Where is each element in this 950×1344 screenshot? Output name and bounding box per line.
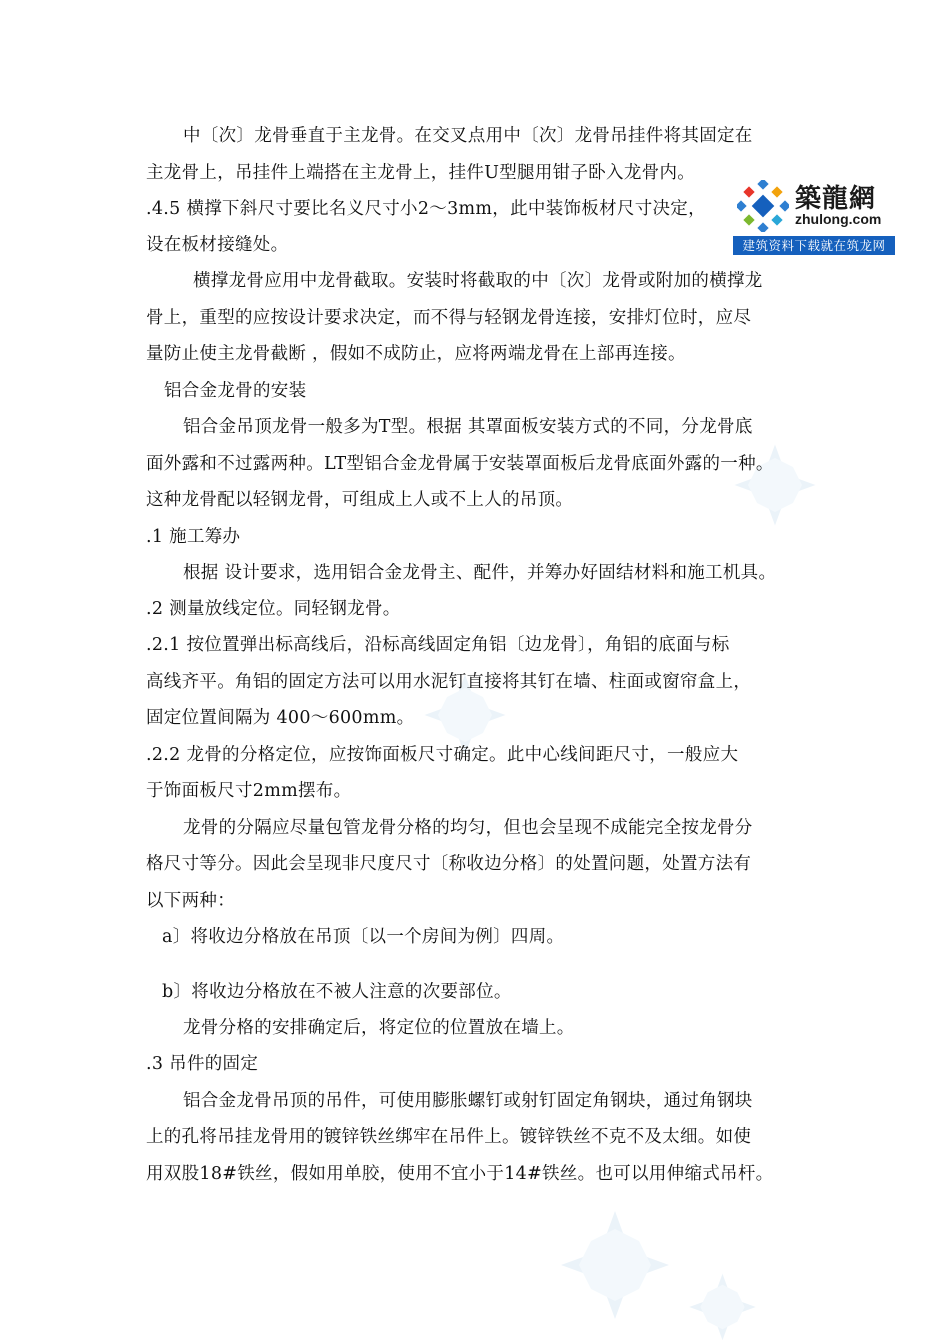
section-heading: .3 吊件的固定 — [146, 1054, 259, 1074]
watermark-snowflake-icon — [685, 1270, 760, 1344]
text-line: 于饰面板尺寸2mm摆布。 — [146, 781, 352, 801]
text-line: 骨上，重型的应按设计要求决定，而不得与轻钢龙骨连接，安排灯位时，应尽 — [146, 308, 752, 328]
zhulong-snowflake-icon — [737, 180, 789, 232]
logo-domain: zhulong.com — [795, 211, 882, 227]
text-line: 横撑龙骨应用中龙骨截取。安装时将截取的中〔次〕龙骨或附加的横撑龙 — [193, 271, 763, 291]
text-line: 面外露和不过露两种。LT型铝合金龙骨属于安装罩面板后龙骨底面外露的一种。 — [146, 454, 774, 474]
text-line: 根据 设计要求，选用铝合金龙骨主、配件，并筹办好固结材料和施工机具。 — [183, 563, 777, 583]
text-line: .2.2 龙骨的分格定位，应按饰面板尺寸确定。此中心线间距尺寸，一般应大 — [146, 745, 739, 765]
list-item: a〕将收边分格放在吊顶〔以一个房间为例〕四周。 — [162, 927, 565, 947]
text-line: 这种龙骨配以轻钢龙骨，可组成上人或不上人的吊顶。 — [146, 490, 574, 510]
text-line: 中〔次〕龙骨垂直于主龙骨。在交叉点用中〔次〕龙骨吊挂件将其固定在 — [183, 126, 753, 146]
text-line: 龙骨分格的安排确定后，将定位的位置放在墙上。 — [183, 1018, 575, 1038]
text-line: 主龙骨上，吊挂件上端搭在主龙骨上，挂件U型腿用钳子卧入龙骨内。 — [146, 163, 696, 183]
list-item: b〕将收边分格放在不被人注意的次要部位。 — [162, 982, 512, 1002]
section-heading: 铝合金龙骨的安装 — [164, 381, 307, 401]
text-line: 设在板材接缝处。 — [146, 235, 289, 255]
text-line: 以下两种： — [146, 891, 235, 911]
text-line: 铝合金龙骨吊顶的吊件，可使用膨胀螺钉或射钉固定角钢块，通过角钢块 — [183, 1091, 753, 1111]
text-line: .2.1 按位置弹出标高线后，沿标高线固定角铝〔边龙骨〕，角铝的底面与标 — [146, 635, 730, 655]
zhulong-logo — [733, 176, 895, 256]
text-line: 固定位置间隔为 400～600mm。 — [146, 708, 415, 728]
logo-title: 築龍網 — [795, 184, 877, 214]
text-line: 用双股18#铁丝，假如用单胶，使用不宜小于14#铁丝。也可以用伸缩式吊杆。 — [146, 1164, 774, 1184]
text-line: 铝合金吊顶龙骨一般多为T型。根据 其罩面板安装方式的不同，分龙骨底 — [183, 417, 753, 437]
logo-slogan: 建筑资料下载就在筑龙网 — [733, 236, 895, 255]
text-line: 量防止使主龙骨截断 ，假如不成防止，应将两端龙骨在上部再连接。 — [146, 344, 686, 364]
section-heading: .1 施工筹办 — [146, 527, 241, 547]
text-line: 高线齐平。角铝的固定方法可以用水泥钉直接将其钉在墙、柱面或窗帘盒上， — [146, 672, 752, 692]
text-line: .4.5 横撑下斜尺寸要比名义尺寸小2～3mm，此中装饰板材尺寸决定， — [146, 199, 706, 219]
text-line: 龙骨的分隔应尽量包管龙骨分格的均匀，但也会呈现不成能完全按龙骨分 — [183, 818, 753, 838]
watermark-snowflake-icon — [555, 1205, 675, 1325]
section-heading: .2 测量放线定位。同轻钢龙骨。 — [146, 599, 401, 619]
text-line: 上的孔将吊挂龙骨用的镀锌铁丝绑牢在吊件上。镀锌铁丝不克不及太细。如使 — [146, 1127, 752, 1147]
text-line: 格尺寸等分。因此会呈现非尺度尺寸〔称收边分格〕的处置问题，处置方法有 — [146, 854, 752, 874]
